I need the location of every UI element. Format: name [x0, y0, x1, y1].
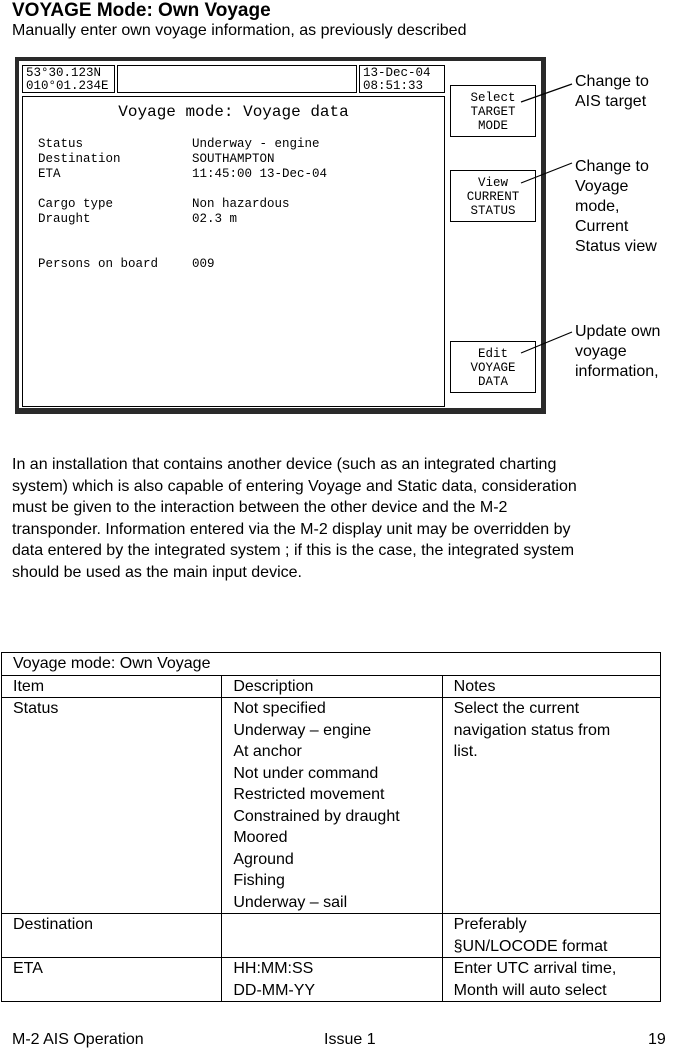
- page-subtitle: Manually enter own voyage information, as previously described: [12, 22, 467, 39]
- voyage-table: [1, 652, 661, 1002]
- field-destination: Destination SOUTHAMPTON: [38, 152, 275, 166]
- field-persons-on-board: Persons on board 009: [38, 257, 215, 271]
- view-current-status-button[interactable]: View CURRENT STATUS: [450, 170, 536, 222]
- page-title: VOYAGE Mode: Own Voyage: [12, 0, 271, 21]
- footer-issue: Issue 1: [324, 1031, 376, 1048]
- longitude: 010°01.234E: [26, 79, 109, 93]
- column-header-notes: Notes: [442, 675, 660, 698]
- column-header-description: Description: [222, 675, 442, 698]
- callout-edit: Update own voyage information,: [575, 323, 661, 380]
- callout-target: Change to AIS target: [575, 73, 649, 110]
- field-cargo-type: Cargo type Non hazardous: [38, 197, 290, 211]
- column-header-item: Item: [2, 675, 222, 698]
- date: 13-Dec-04: [363, 66, 431, 80]
- voyage-panel-title: Voyage mode: Voyage data: [118, 103, 349, 121]
- table-header-row: [2, 675, 661, 698]
- latitude: 53°30.123N: [26, 66, 102, 80]
- table-row: Status Not specified Underway – engine At anchor Not under command Restricted movement Constrained by draught Moored Aground Fishing Underway – sail Select the current navigation status from list.: [2, 698, 661, 914]
- table-caption-row: [2, 653, 661, 676]
- field-draught: Draught 02.3 m: [38, 212, 238, 226]
- time: 08:51:33: [363, 79, 424, 93]
- select-target-mode-button[interactable]: Select TARGET MODE: [450, 85, 536, 137]
- edit-voyage-data-button[interactable]: Edit VOYAGE DATA: [450, 341, 536, 393]
- field-eta: ETA 11:45:00 13-Dec-04: [38, 167, 328, 181]
- table-row: ETA HH:MM:SS DD-MM-YY Enter UTC arrival time, Month will auto select: [2, 958, 661, 1002]
- field-status: Status Underway - engine: [38, 137, 320, 151]
- page-number: 19: [648, 1031, 666, 1048]
- table-row: Destination Preferably §UN/LOCODE format: [2, 914, 661, 958]
- body-paragraph: In an installation that contains another device (such as an integrated charting system) which is also capable of entering Voyage and Static data, consideration must be given to the interaction between the other device and the M-2 transponder. Information entered via the M-2 display unit may be overridden by data entered by the integrated system ; if this is the case, the integrated system should be used as the main input device.: [12, 456, 577, 581]
- footer-left: M-2 AIS Operation: [12, 1031, 144, 1048]
- table-caption: Voyage mode: Own Voyage: [2, 653, 661, 676]
- callout-status: Change to Voyage mode, Current Status view: [575, 158, 657, 255]
- status-options: Not specified Underway – engine At anchor Not under command Restricted movement Constrained by draught Moored Aground Fishing Underway – sail: [222, 698, 442, 914]
